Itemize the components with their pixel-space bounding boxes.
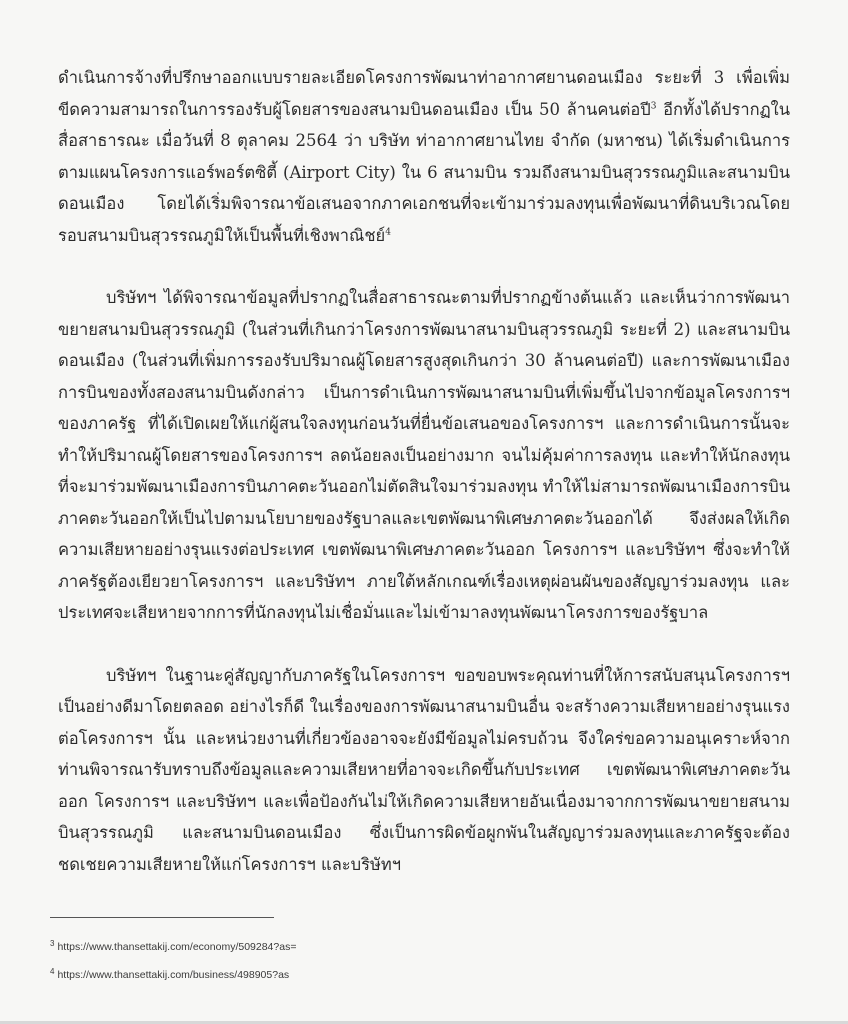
paragraph: [58, 282, 790, 629]
paragraph: [58, 62, 790, 251]
paragraph: [58, 660, 790, 881]
footnote-number: 3: [50, 938, 55, 948]
footnote-link[interactable]: https://www.thansettakij.com/business/498905?as: [57, 969, 290, 981]
footnote-number: 4: [50, 966, 55, 976]
footnote-item: [50, 961, 296, 989]
footnote-ref: 4: [385, 227, 391, 237]
document-body: [58, 62, 790, 880]
footnote-link[interactable]: https://www.thansettakij.com/economy/509284?as=: [57, 941, 297, 953]
paragraph-text: อีกทั้งได้ปรากฏในสื่อสาธารณะ เมื่อวันที่ 8 ตุลาคม 2564 ว่า บริษัท ท่าอากาศยานไทย จำกัด (มหาชน) ได้เริ่มดำเนินการตามแผนโครงการแอร์พอร์ตซิตี้ (Airport City) ใน 6 สนามบิน รวมถึงสนามบินสุวรรณภูมิและสนามบินดอนเมือง โดยได้เริ่มพิจารณาข้อเสนอจากภาคเอกชนที่จะเข้ามาร่วมลงทุนเพื่อพัฒนาที่ดินบริเวณโดยรอบสนามบินสุวรรณภูมิให้เป็นพื้นที่เชิงพาณิชย์: [58, 99, 790, 245]
footnote-item: [50, 933, 296, 961]
paragraph-text: บริษัทฯ ได้พิจารณาข้อมูลที่ปรากฏในสื่อสาธารณะตามที่ปรากฏข้างต้นแล้ว และเห็นว่าการพัฒนาขยายสนามบินสุวรรณภูมิ (ในส่วนที่เกินกว่าโครงการพัฒนาสนามบินสุวรรณภูมิ ระยะที่ 2) และสนามบินดอนเมือง (ในส่วนที่เพิ่มการรองรับปริมาณผู้โดยสารสูงสุดเกินกว่า 30 ล้านคนต่อปี) และการพัฒนาเมืองการบินของทั้งสองสนามบินดังกล่าว เป็นการดำเนินการพัฒนาสนามบินที่เพิ่มขึ้นไปจากข้อมูลโครงการฯ ของภาครัฐ ที่ได้เปิดเผยให้แก่ผู้สนใจลงทุนก่อนวันที่ยื่นข้อเสนอของโครงการฯ และการดำเนินการนั้นจะทำให้ปริมาณผู้โดยสารของโครงการฯ ลดน้อยลงเป็นอย่างมาก จนไม่คุ้มค่าการลงทุน และทำให้นักลงทุนที่จะมาร่วมพัฒนาเมืองการบินภาคตะวันออกไม่ตัดสินใจมาร่วมลงทุน ทำให้ไม่สามารถพัฒนาเมืองการบินภาคตะวันออกให้เป็นไปตามนโยบายของรัฐบาลและเขตพัฒนาพิเศษภาคตะวันออกได้ จึงส่งผลให้เกิดความเสียหายอย่างรุนแรงต่อประเทศ เขตพัฒนาพิเศษภาคตะวันออก โครงการฯ และบริษัทฯ ซึ่งจะทำให้ภาครัฐต้องเยียวยาโครงการฯ และบริษัทฯ ภายใต้หลักเกณฑ์เรื่องเหตุผ่อนผันของสัญญาร่วมลงทุน และประเทศจะเสียหายจากการที่นักลงทุนไม่เชื่อมั่นและไม่เข้ามาลงทุนพัฒนาโครงการของรัฐบาล: [58, 288, 790, 622]
footnotes: [50, 933, 296, 989]
footnote-ref: 3: [650, 101, 657, 111]
paragraph-text: ดำเนินการจ้างที่ปรึกษาออกแบบรายละเอียดโครงการพัฒนาท่าอากาศยานดอนเมือง ระยะที่ 3 เพื่อเพิ่มขีดความสามารถในการรองรับผู้โดยสารของสนามบินดอนเมือง เป็น 50 ล้านคนต่อปี: [58, 68, 790, 119]
paragraph-text: บริษัทฯ ในฐานะคู่สัญญากับภาครัฐในโครงการฯ ขอขอบพระคุณท่านที่ให้การสนับสนุนโครงการฯ เป็นอย่างดีมาโดยตลอด อย่างไรก็ดี ในเรื่องของการพัฒนาสนามบินอื่น จะสร้างความเสียหายอย่างรุนแรงต่อโครงการฯ นั้น และหน่วยงานที่เกี่ยวข้องอาจจะยังมีข้อมูลไม่ครบถ้วน จึงใคร่ขอความอนุเคราะห์จากท่านพิจารณารับทราบถึงข้อมูลและความเสียหายที่อาจจะเกิดขึ้นกับประเทศ เขตพัฒนาพิเศษภาคตะวันออก โครงการฯ และบริษัทฯ และเพื่อป้องกันไม่ให้เกิดความเสียหายอันเนื่องมาจากการพัฒนาขยายสนามบินสุวรรณภูมิ และสนามบินดอนเมือง ซึ่งเป็นการผิดข้อผูกพันในสัญญาร่วมลงทุนและภาครัฐจะต้องชดเชยความเสียหายให้แก่โครงการฯ และบริษัทฯ: [58, 665, 790, 874]
footnote-divider: [50, 917, 274, 918]
